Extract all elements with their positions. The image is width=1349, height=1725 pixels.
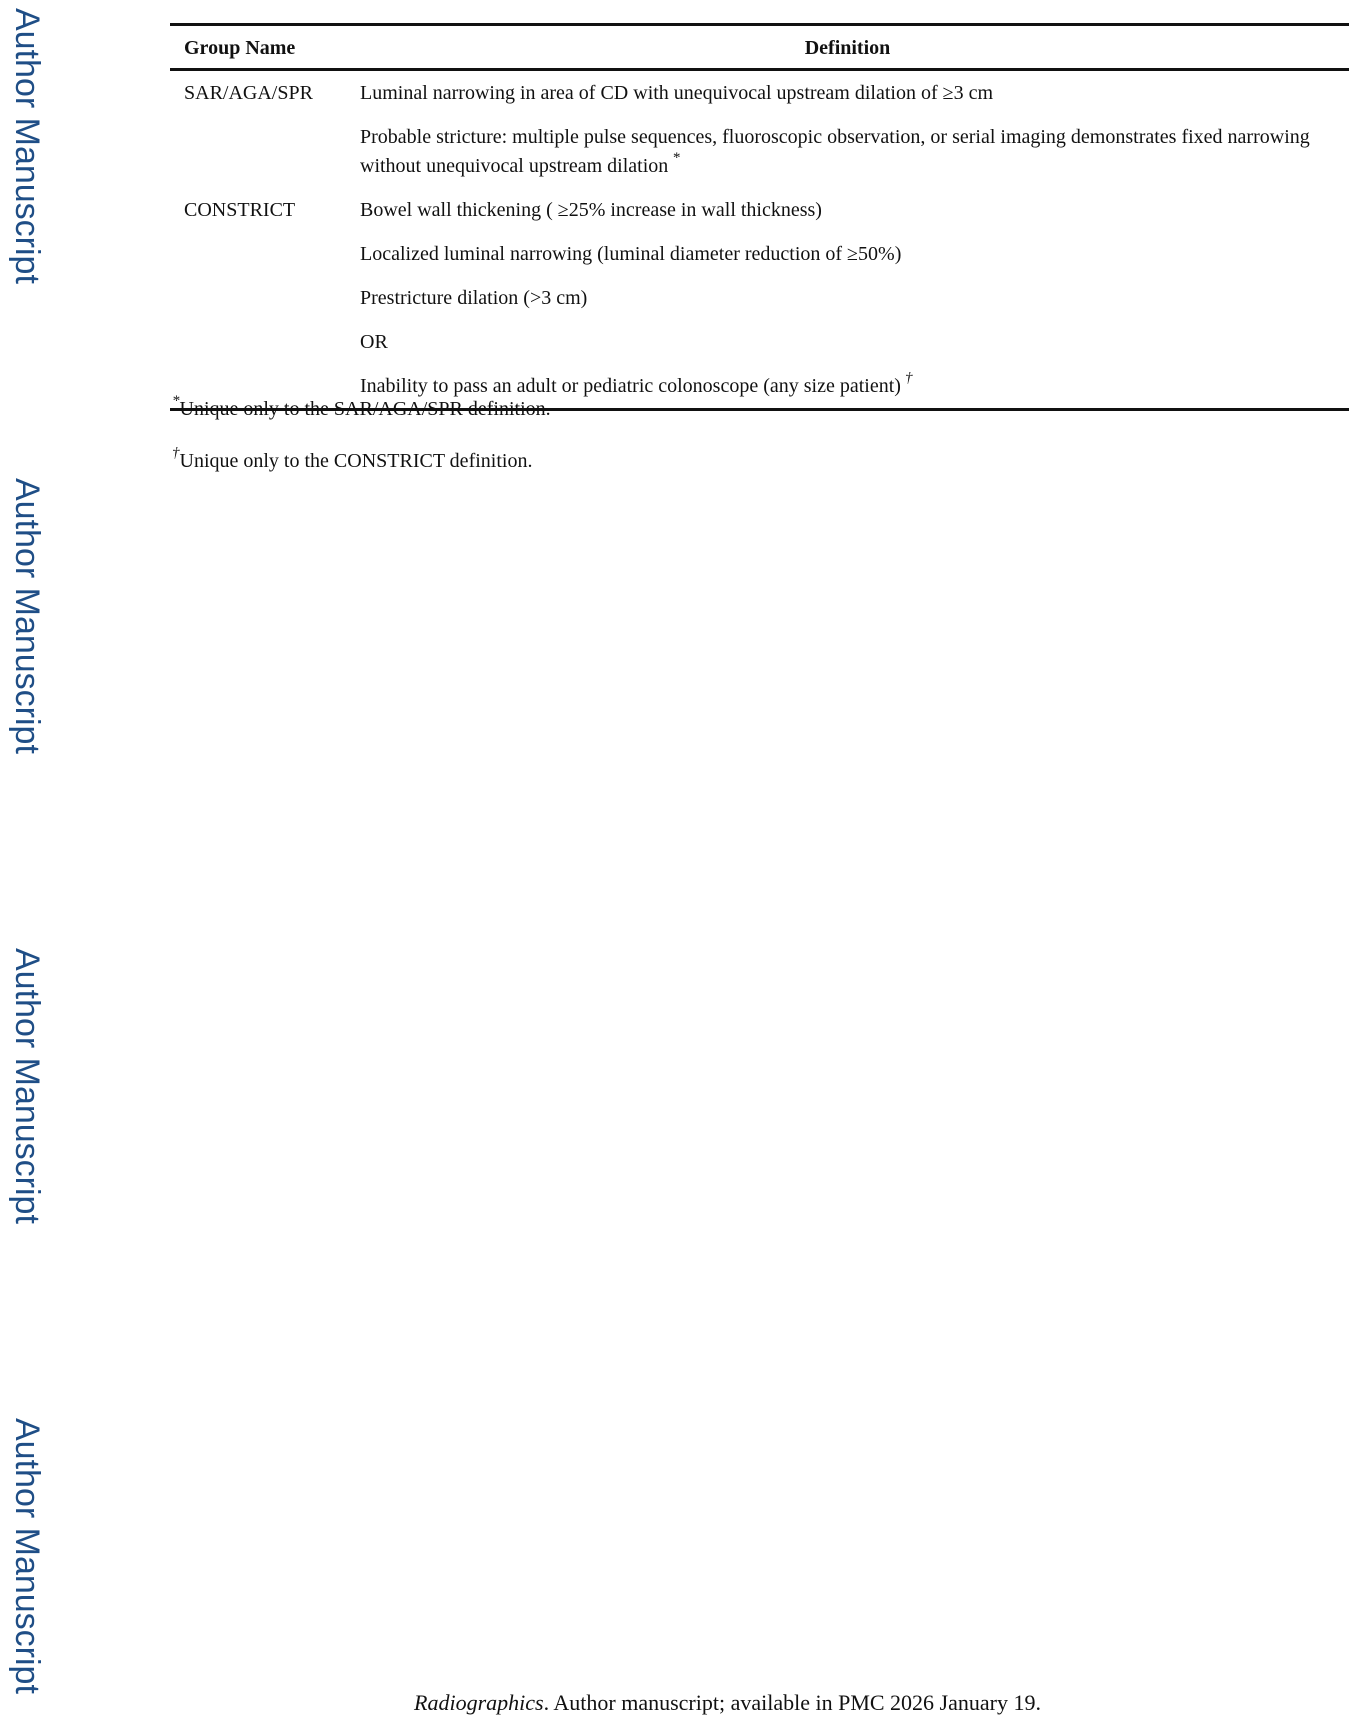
footnote-text: Unique only to the SAR/AGA/SPR definition. bbox=[179, 398, 551, 420]
group-cell bbox=[170, 276, 346, 320]
definition-text: OR bbox=[360, 331, 388, 353]
definition-text: Localized luminal narrowing (luminal diameter reduction of ≥50%) bbox=[360, 243, 902, 265]
journal-name: Radiographics bbox=[414, 1690, 544, 1715]
table-row bbox=[170, 115, 1349, 188]
definition-text: Inability to pass an adult or pediatric colonoscope (any size patient) bbox=[360, 375, 901, 397]
footnote-mark: † bbox=[172, 445, 180, 461]
footnote-mark: * bbox=[672, 150, 680, 167]
definition-text: Luminal narrowing in area of CD with unequivocal upstream dilation of ≥3 cm bbox=[360, 82, 994, 104]
footnote bbox=[172, 445, 551, 474]
definitions-table-container bbox=[170, 23, 1349, 411]
group-cell bbox=[170, 115, 346, 188]
page-footer bbox=[0, 1690, 1349, 1716]
definition-cell bbox=[346, 70, 1349, 116]
definition-cell bbox=[346, 115, 1349, 188]
definition-cell bbox=[346, 232, 1349, 276]
author-manuscript-label: Author Manuscript bbox=[8, 8, 46, 284]
definitions-table bbox=[170, 23, 1349, 411]
footnote-text: Unique only to the CONSTRICT definition. bbox=[179, 450, 533, 472]
table-row bbox=[170, 232, 1349, 276]
table-row bbox=[170, 320, 1349, 364]
table-row bbox=[170, 70, 1349, 116]
table-footnotes bbox=[172, 393, 551, 500]
definition-header: Definition bbox=[804, 36, 891, 59]
definition-cell bbox=[346, 320, 1349, 364]
definition-text: Probable stricture: multiple pulse sequences, fluoroscopic observation, or serial imaging demonstrates fixed narrowing without unequivocal upstream dilation bbox=[360, 126, 1310, 177]
table-row bbox=[170, 188, 1349, 232]
group-cell: CONSTRICT bbox=[184, 199, 296, 221]
group-cell: SAR/AGA/SPR bbox=[184, 82, 313, 104]
author-manuscript-label: Author Manuscript bbox=[8, 1418, 46, 1694]
definition-text: Prestricture dilation (>3 cm) bbox=[360, 287, 588, 309]
definition-cell bbox=[346, 188, 1349, 232]
table-row bbox=[170, 276, 1349, 320]
group-cell bbox=[170, 232, 346, 276]
footer-text: . Author manuscript; available in PMC 2026 January 19. bbox=[543, 1690, 1041, 1715]
table-header-row bbox=[170, 25, 1349, 70]
definition-cell bbox=[346, 276, 1349, 320]
group-name-header: Group Name bbox=[184, 36, 296, 59]
author-manuscript-label: Author Manuscript bbox=[8, 478, 46, 754]
definition-text: Bowel wall thickening ( ≥25% increase in wall thickness) bbox=[360, 199, 822, 221]
author-manuscript-label: Author Manuscript bbox=[8, 948, 46, 1224]
footnote-mark: † bbox=[904, 370, 913, 387]
group-cell bbox=[170, 320, 346, 364]
footnote bbox=[172, 393, 551, 422]
footnote-mark: * bbox=[172, 393, 180, 409]
